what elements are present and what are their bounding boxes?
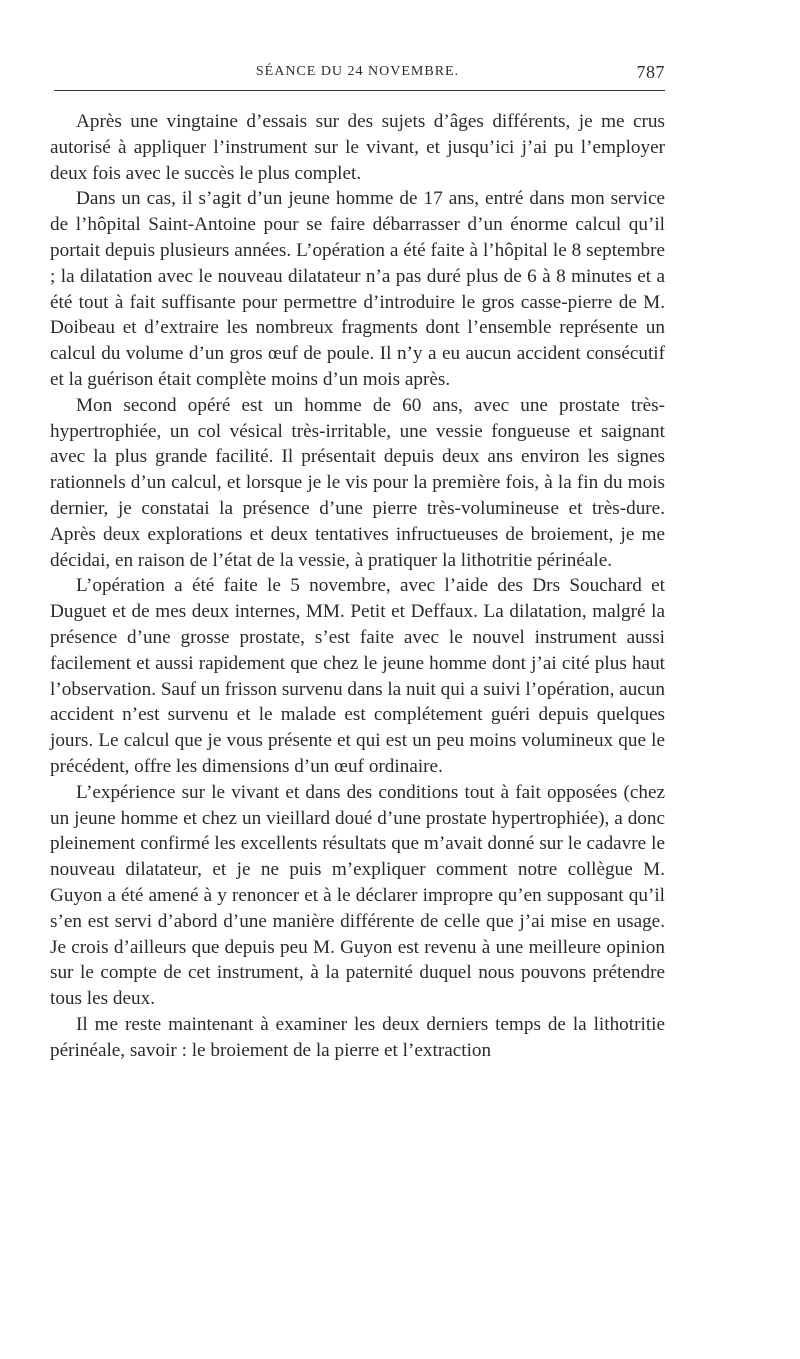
paragraph: L’expérience sur le vivant et dans des conditions tout à fait opposées (chez un jeune homme et chez un vieillard doué d’une prostate hypertrophiée), a donc pleinement confirmé les excellents résultats que m’avait donné sur le cadavre le nouveau dilatateur, et je ne puis m’expliquer comment notre collègue M. Guyon a été amené à y renoncer et à le déclarer impropre qu’en supposant qu’il s’en est servi d’abord d’une manière différente de celle que j’ai mise en usage. Je crois d’ailleurs que depuis peu M. Guyon est revenu à une meilleure opinion sur le compte de cet instrument, à la paternité duquel nous pouvons prétendre tous les deux. [50, 781, 665, 1010]
paragraph: Dans un cas, il s’agit d’un jeune homme de 17 ans, entré dans mon service de l’hôpital Saint-Antoine pour se faire débarrasser d’un énorme calcul qu’il portait depuis plusieurs années. L’opération a été faite à l’hôpital le 8 septembre ; la dilatation avec le nouveau dilatateur n’a pas duré plus de 6 à 8 minutes et a été tout à fait suffisante pour permettre d’introduire le gros casse-pierre de M. Doibeau et d’extraire les nombreux fragments dont l’ensemble représente un calcul du volume d’un gros œuf de poule. Il n’y a eu aucun accident consécutif et la guérison était complète moins d’un mois après. [50, 188, 665, 390]
body-text [50, 109, 665, 1063]
paragraph: Après une vingtaine d’essais sur des sujets d’âges différents, je me crus autorisé à appliquer l’instrument sur le vivant, et jusqu’ici j’ai pu l’employer deux fois avec le succès le plus complet. [50, 111, 665, 184]
book-page [50, 62, 665, 1063]
paragraph: L’opération a été faite le 5 novembre, avec l’aide des Drs Souchard et Duguet et de mes deux internes, MM. Petit et Deffaux. La dilatation, malgré la présence d’une grosse prostate, s’est faite avec le nouvel instrument aussi facilement et aussi rapidement que chez le jeune homme dont j’ai cité plus haut l’observation. Sauf un frisson survenu dans la nuit qui a suivi l’opération, aucun accident n’est survenu et le malade est complétement guéri depuis quelques jours. Le calcul que je vous présente et qui est un peu moins volumineux que le précédent, offre les dimensions d’un œuf ordinaire. [50, 575, 665, 777]
header-rule [54, 90, 665, 91]
running-head [50, 62, 665, 84]
page-number: 787 [636, 62, 665, 82]
paragraph: Mon second opéré est un homme de 60 ans, avec une prostate très-hypertrophiée, un col vésical très-irritable, une vessie fongueuse et saignant avec la plus grande facilité. Il présentait depuis deux ans environ les signes rationnels d’un calcul, et lorsque je le vis pour la première fois, à la fin du mois dernier, je constatai la présence d’une pierre très-volumineuse et très-dure. Après deux explorations et deux tentatives infructueuses de broiement, je me décidai, en raison de l’état de la vessie, à pratiquer la lithotritie périnéale. [50, 394, 665, 571]
running-title: SÉANCE DU 24 NOVEMBRE. [255, 64, 460, 79]
paragraph: Il me reste maintenant à examiner les deux derniers temps de la lithotritie périnéale, savoir : le broiement de la pierre et l’extraction [50, 1013, 665, 1061]
